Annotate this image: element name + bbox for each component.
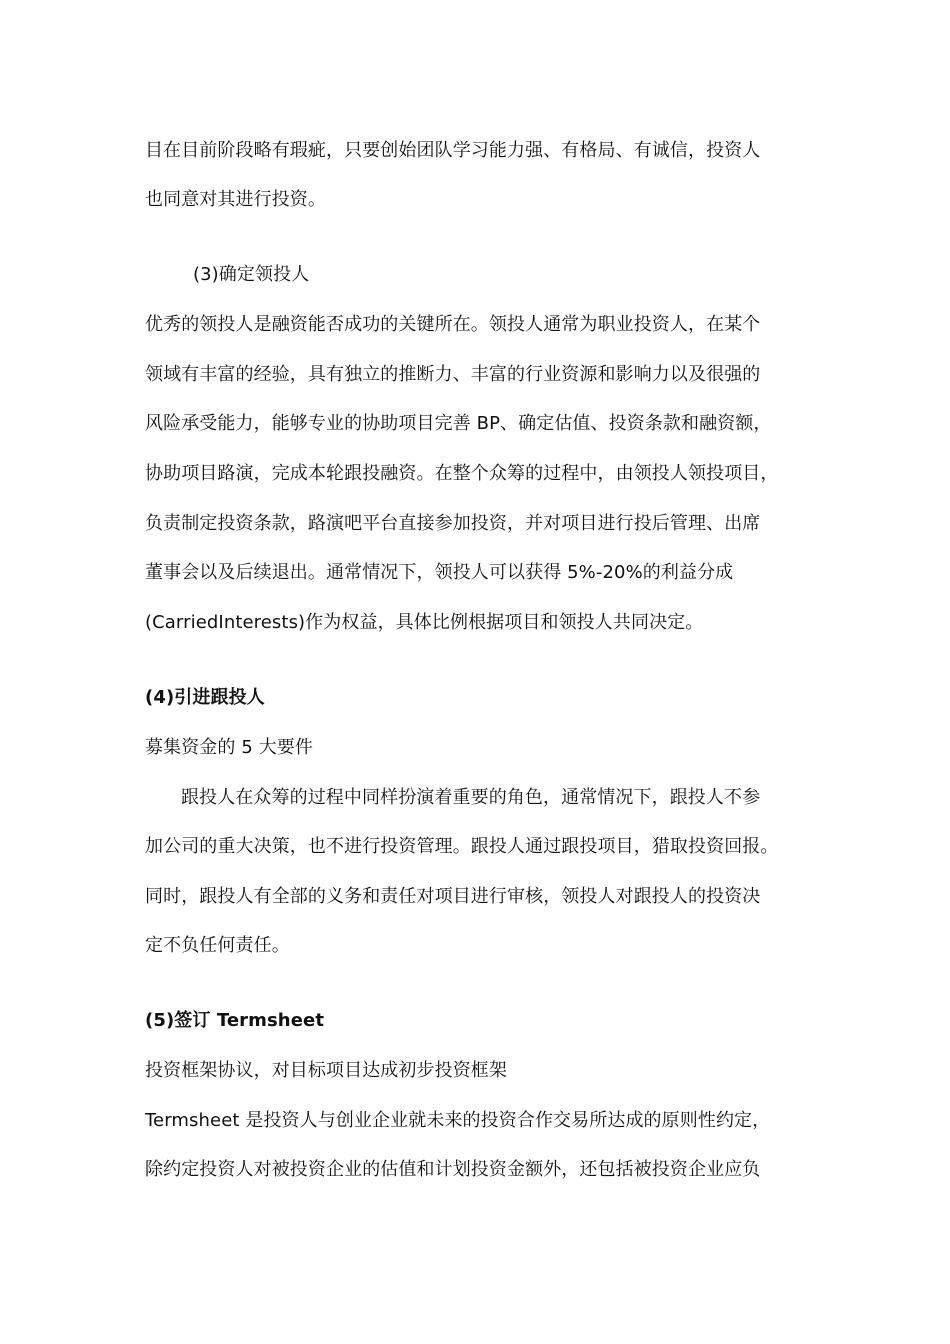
paragraph-line: (CarriedInterests)作为权益，具体比例根据项目和领投人共同决定。 [145,612,704,633]
paragraph-line: 募集资金的 5 大要件 [145,737,313,758]
paragraph-line: 投资框架协议，对目标项目达成初步投资框架 [145,1060,507,1081]
paragraph-line: 加公司的重大决策，也不进行投资管理。跟投人通过跟投项目，猎取投资回报。 [145,836,779,857]
paragraph-line: 定不负任何责任。 [145,935,290,956]
paragraph-line: 目在目前阶段略有瑕疵，只要创始团队学习能力强、有格局、有诚信，投资人 [145,140,761,161]
paragraph-line: 除约定投资人对被投资企业的估值和计划投资金额外，还包括被投资企业应负 [145,1159,761,1180]
section-heading-3: (3)确定领投人 [193,264,310,285]
paragraph-line: 风险承受能力，能够专业的协助项目完善 BP、确定估值、投资条款和融资额， [145,413,772,434]
paragraph-line: 负责制定投资条款，路演吧平台直接参加投资，并对项目进行投后管理、出席 [145,513,761,534]
paragraph-line: 董事会以及后续退出。通常情况下，领投人可以获得 5%-20%的利益分成 [145,562,734,583]
paragraph-line: 同时，跟投人有全部的义务和责任对项目进行审核，领投人对跟投人的投资决 [145,886,761,907]
section-heading-4: (4)引进跟投人 [145,687,265,708]
paragraph-line: 优秀的领投人是融资能否成功的关键所在。领投人通常为职业投资人，在某个 [145,314,761,335]
paragraph-line: 协助项目路演，完成本轮跟投融资。在整个众筹的过程中，由领投人领投项目， [145,463,779,484]
paragraph-line: Termsheet 是投资人与创业企业就未来的投资合作交易所达成的原则性约定， [145,1110,771,1131]
paragraph-line: 领域有丰富的经验，具有独立的推断力、丰富的行业资源和影响力以及很强的 [145,364,761,385]
paragraph-line: 跟投人在众筹的过程中同样扮演着重要的角色，通常情况下，跟投人不参 [181,787,761,808]
section-heading-5: (5)签订 Termsheet [145,1010,325,1031]
paragraph-line: 也同意对其进行投资。 [145,189,326,210]
